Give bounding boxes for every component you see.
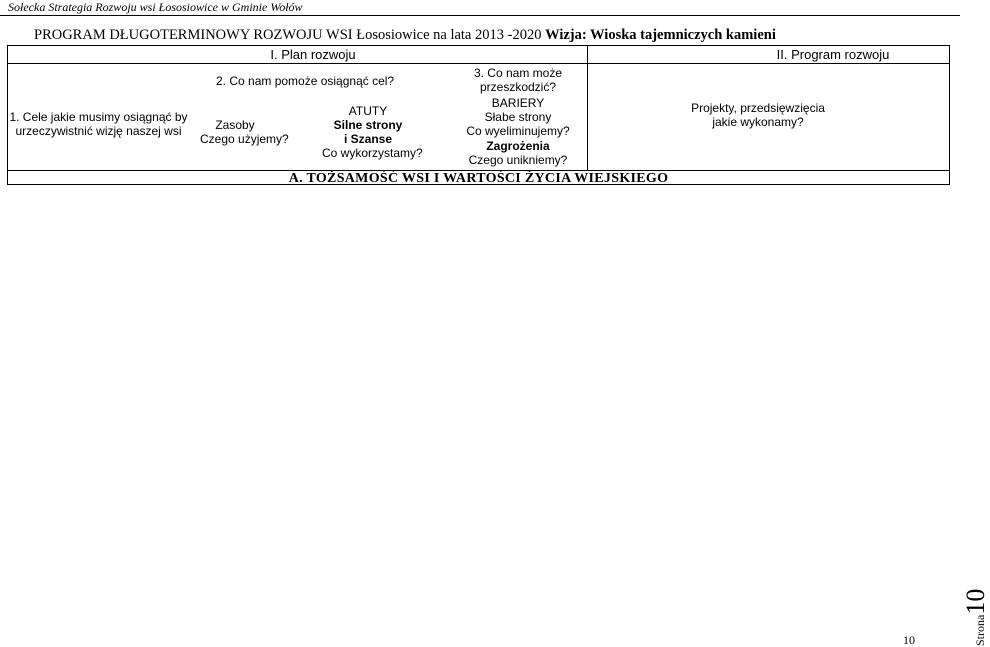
strengths-title-1: Silne strony [333, 118, 403, 132]
goals-line-2: urzeczywistnić wizję naszej wsi [15, 124, 182, 138]
harm-heading-1: 3. Co nam może [473, 66, 563, 80]
strengths-question: Co wykorzystamy? [322, 146, 423, 160]
title-vision: Wizja: Wioska tajemniczych kamieni [545, 27, 776, 43]
page-stamp-number: 10 [961, 588, 990, 615]
strengths-label: ATUTY [348, 104, 388, 118]
header-rule [0, 15, 960, 16]
page-stamp-label: Strona [973, 614, 987, 646]
harm-heading-2: przeszkodzić? [479, 80, 557, 94]
goals-line-1: 1. Cele jakie musimy osiągnąć by [9, 110, 188, 124]
projects-line-1: Projekty, przedsięwzięcia [691, 101, 825, 115]
page-stamp-text [963, 589, 989, 646]
running-header: Sołecka Strategia Rozwoju wsi Łososiowice w Gminie Wołów [8, 0, 303, 14]
strengths-title-2: i Szanse [343, 132, 393, 146]
section-plan-header: I. Plan rozwoju [270, 47, 356, 62]
plan-table [7, 45, 950, 185]
section-program-header: II. Program rozwoju [776, 47, 890, 62]
document-title [34, 27, 776, 44]
page-stamp [929, 578, 990, 646]
resources-title: Zasoby [215, 118, 255, 132]
table-head-rule [8, 63, 949, 64]
weaknesses-question: Co wyeliminujemy? [466, 124, 570, 138]
weaknesses-title: Słabe strony [484, 110, 552, 124]
title-prefix: PROGRAM DŁUGOTERMINOWY ROZWOJU WSI Łososiowice na lata 2013 -2020 [34, 27, 546, 43]
section-a-title: A. TOŻSAMOŚĆ WSI I WARTOŚCI ŻYCIA WIEJSKIEGO [288, 171, 669, 186]
resources-question: Czego użyjemy? [200, 132, 289, 146]
threats-question: Czego unikniemy? [468, 153, 568, 167]
projects-line-2: jakie wykonamy? [712, 115, 804, 129]
help-heading: 2. Co nam pomoże osiągnąć cel? [216, 74, 395, 88]
section-divider [587, 46, 588, 170]
threats-title: Zagrożenia [486, 139, 550, 153]
barriers-label: BARIERY [491, 96, 545, 110]
page-number: 10 [903, 633, 915, 647]
